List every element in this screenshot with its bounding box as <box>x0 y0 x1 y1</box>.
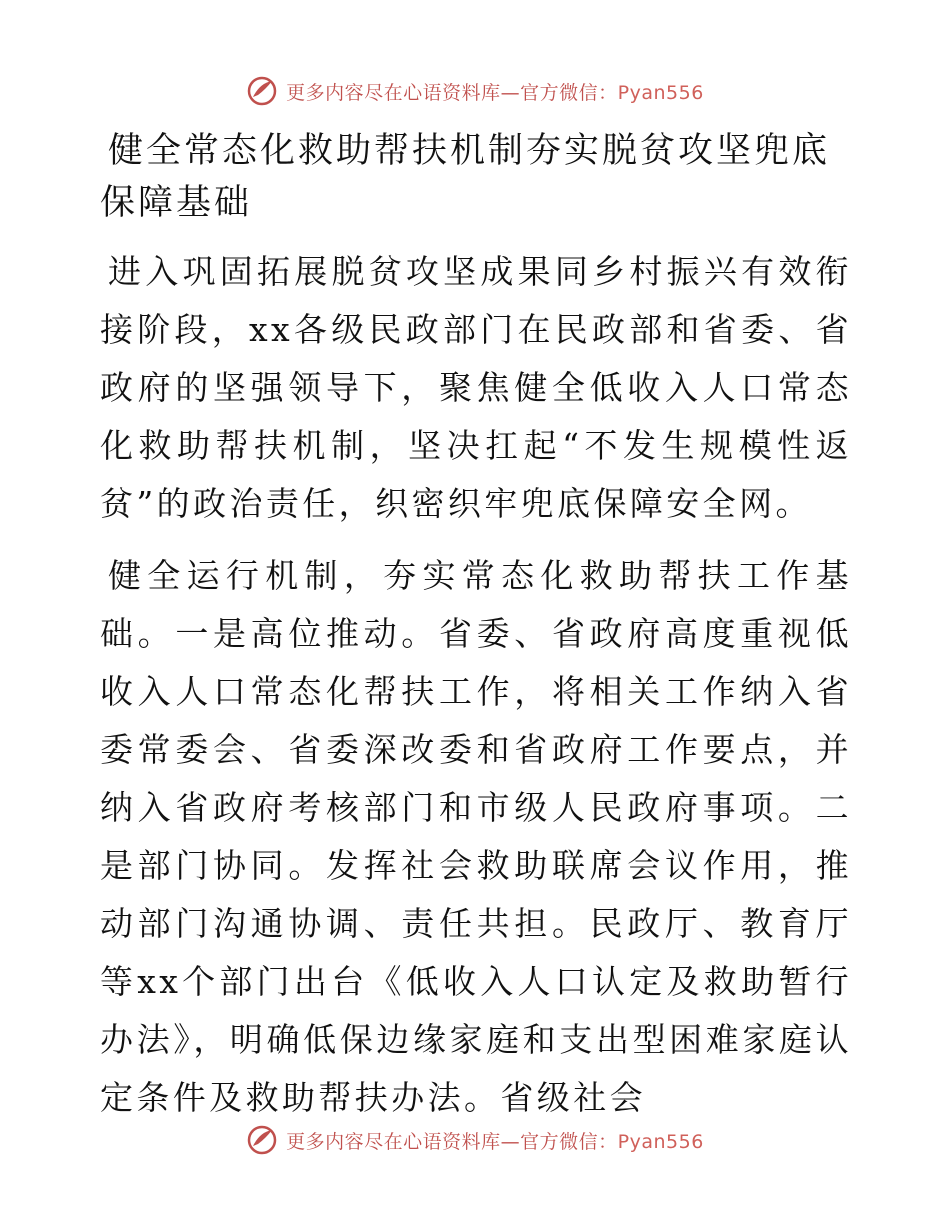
document-title: 健全常态化救助帮扶机制夯实脱贫攻坚兜底保障基础 <box>100 131 831 223</box>
document-body <box>100 125 852 1141</box>
header-watermark <box>0 71 950 111</box>
watermark-wechat-id: Pyan556 <box>617 81 704 104</box>
watermark-text: 更多内容尽在心语资料库—官方微信：Pyan556 <box>286 81 704 104</box>
paragraph-1: 进入巩固拓展脱贫攻坚成果同乡村振兴有效衔接阶段，xx各级民政部门在民政部和省委、省政府的坚强领导下，聚焦健全低收入人口常态化救助帮扶机制，坚决扛起“不发生规模性返贫”的政治责任，织密织牢兜底保障安全网。 <box>100 252 852 523</box>
footer-watermark <box>0 1120 950 1160</box>
watermark-text: 更多内容尽在心语资料库—官方微信：Pyan556 <box>286 1130 704 1153</box>
paragraph-2: 健全运行机制，夯实常态化救助帮扶工作基础。一是高位推动。省委、省政府高度重视低收入人口常态化帮扶工作，将相关工作纳入省委常委会、省委深改委和省政府工作要点，并纳入省政府考核部门和市级人民政府事项。二是部门协同。发挥社会救助联席会议作用，推动部门沟通协调、责任共担。民政厅、教育厅等xx个部门出台《低收入人口认定及救助暂行办法》，明确低保边缘家庭和支出型困难家庭认定条件及救助帮扶办法。省级社会 <box>100 556 852 1117</box>
watermark-logo-icon <box>246 1124 278 1156</box>
watermark-wechat-id: Pyan556 <box>617 1130 704 1153</box>
watermark-logo-icon <box>246 75 278 107</box>
